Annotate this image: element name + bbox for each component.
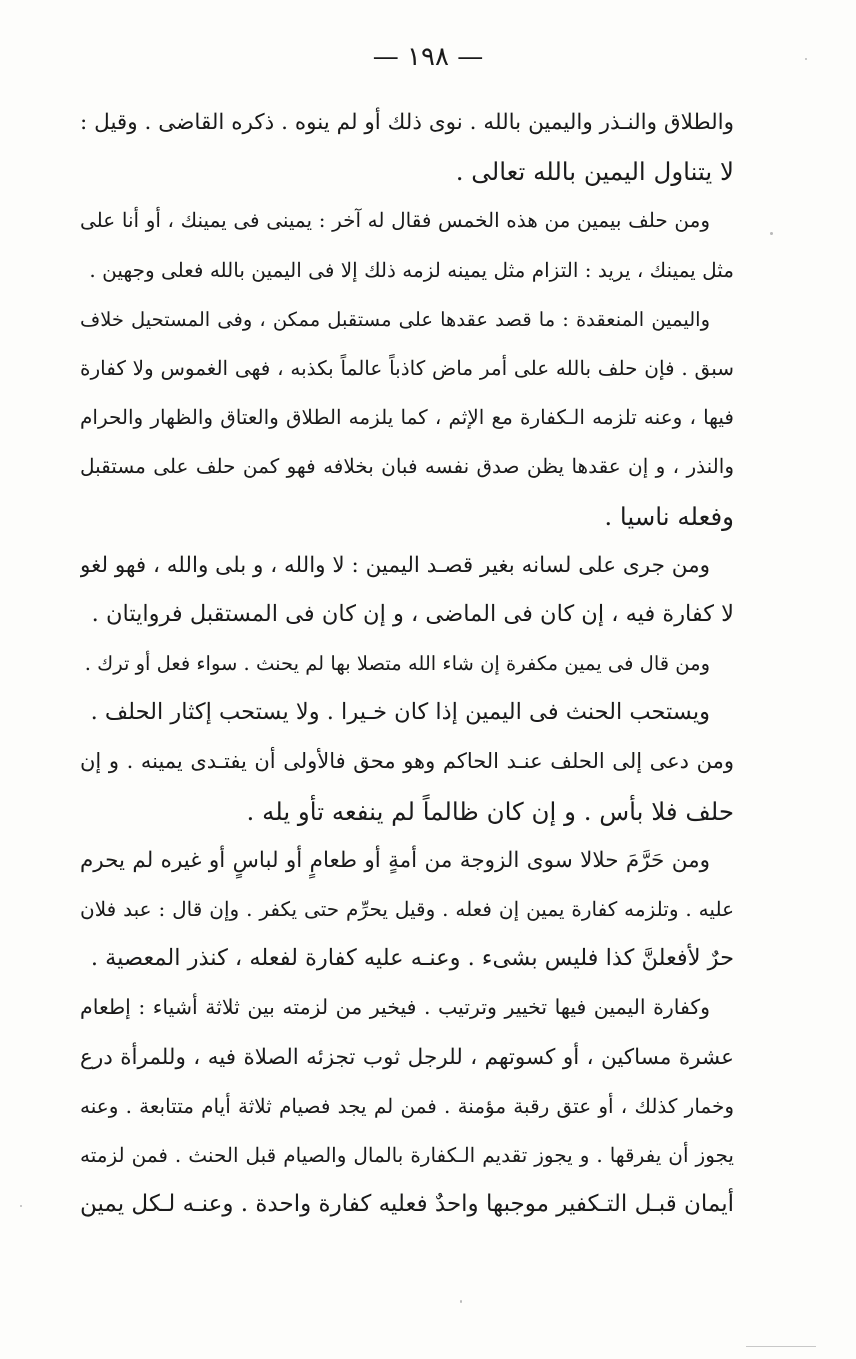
text-line: أيمان قبـل التـكفير موجبها واحدٌ فعليه كفارة واحدة . وعنـه لـكل يمين [80,1191,734,1218]
paper-speck [460,1300,462,1303]
text-line: ومن قال فى يمين مكفرة إن شاء الله متصلا بها لم يحنث . سواء فعل أو ترك . [84,652,710,676]
text-line: ومن دعى إلى الحلف عنـد الحاكم وهو محق فالأولى أن يفتـدى يمينه . و إن [80,749,734,774]
text-line: فيها ، وعنه تلزمه الـكفارة مع الإثم ، كما يلزمه الطلاق والعتاق والظهار والحرام [80,405,734,430]
text-line: ومن جرى على لسانه بغير قصـد اليمين : لا والله ، و بلى والله ، فهو لغو [80,552,710,578]
text-line: عشرة مساكين ، أو كسوتهم ، للرجل ثوب تجزئه الصلاة فيه ، وللمرأة درع [80,1044,734,1070]
text-line: ومن حَرَّمَ حلالا سوى الزوجة من أمةٍ أو طعامٍ أو لباسٍ أو غيره لم يحرم [80,847,710,873]
text-line: مثل يمينك ، يريد : التزام مثل يمينه لزمه ذلك إلا فى اليمين بالله فعلى وجهين . [89,257,734,282]
text-line: سبق . فإن حلف بالله على أمر ماض كاذباً عالماً بكذبه ، فهى الغموس ولا كفارة [80,355,734,380]
text-line: وخمار كذلك ، أو عتق رقبة مؤمنة . فمن لم يجد فصيام ثلاثة أيام متتابعة . وعنه [80,1093,734,1118]
text-line: واليمين المنعقدة : ما قصد عقدها على مستقبل ممكن ، وفى المستحيل خلاف [80,307,710,331]
text-line: حرٌ لأفعلنَّ كذا فليس بشىء . وعنـه عليه كفارة لفعله ، كنذر المعصية . [90,945,734,972]
text-line: وكفارة اليمين فيها تخيير وترتيب . فيخير من لزمته بين ثلاثة أشياء : إطعام [80,995,710,1020]
text-line: لا كفارة فيه ، إن كان فى الماضى ، و إن كان فى المستقبل فروايتان . [91,600,734,627]
text-line: لا يتناول اليمين بالله تعالى . [455,157,734,187]
text-line: والنذر ، و إن عقدها يظن صدق نفسه فبان بخلافه فهو كمن حلف على مستقبل [80,454,734,479]
page-number: — ١٩٨ — [372,42,484,72]
paper-speck [770,232,773,235]
text-line: ويستحب الحنث فى اليمين إذا كان خـيرا . ولا يستحب إكثار الحلف . [90,699,710,726]
paper-speck [805,58,807,60]
body-text [80,98,734,1229]
text-line: والطلاق والنـذر واليمين بالله . نوى ذلك أو لم ينوه . ذكره القاضى . وقيل : [80,110,734,135]
text-line: عليه . وتلزمه كفارة يمين إن فعله . وقيل يحرِّم حتى يكفر . وإن قال : عبد فلان [80,897,734,921]
text-line: حلف فلا بأس . و إن كان ظالماً لم ينفعه تأو يله . [246,796,734,826]
page-edge-line [746,1346,816,1347]
paper-speck [20,1205,22,1207]
text-line: يجوز أن يفرقها . و يجوز تقديم الـكفارة بالمال والصيام قبل الحنث . فمن لزمته [80,1142,734,1167]
text-line: وفعله ناسيا . [604,501,734,531]
text-line: ومن حلف بيمين من هذه الخمس فقال له آخر : يمينى فى يمينك ، أو أنا على [80,208,710,233]
